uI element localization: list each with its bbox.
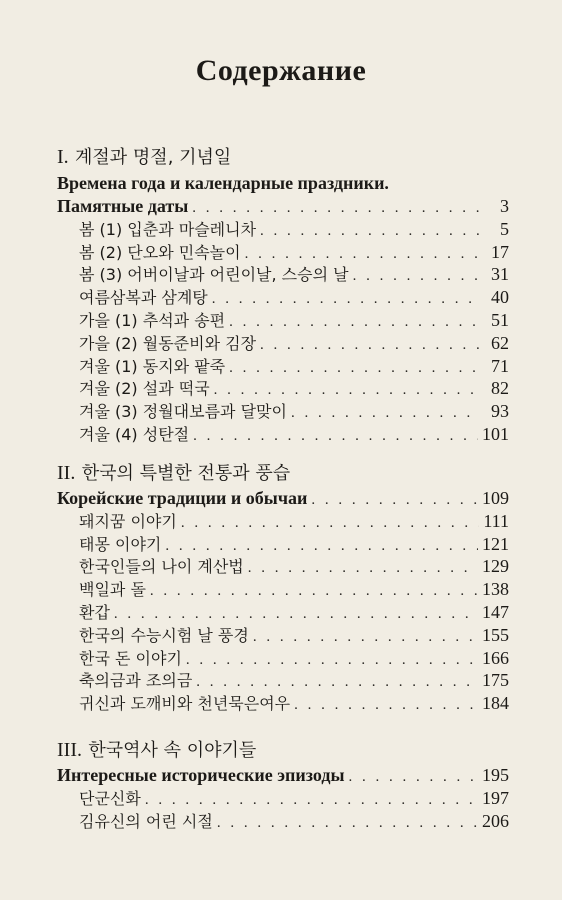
leader-dots [165,535,478,558]
entry-label: 가을 (2) 월동준비와 김장 [79,333,257,353]
entry-label: 가을 (1) 추석과 송편 [79,310,226,330]
page-title: Содержание [195,54,367,87]
leader-dots [181,512,480,535]
leader-dots [248,557,478,580]
entry-page: 31 [491,264,509,285]
entry-label: 봄 (2) 단오와 민속놀이 [79,242,241,262]
leader-dots [311,489,478,512]
entry-page: 62 [491,332,509,353]
toc-section-3 [57,737,509,832]
entry-label: 환갑 [79,602,110,622]
entry-label: 봄 (3) 어버이날과 어린이날, 스승의 날 [79,265,349,285]
leader-dots [353,265,481,288]
section-title-ko: 한국의 특별한 전통과 풍습 [81,463,291,484]
section-number: III. [57,739,82,761]
leader-dots [214,379,481,402]
leader-dots [212,288,481,311]
toc-entry[interactable] [57,787,509,810]
leader-dots [253,626,478,649]
section-title-ru: Времена года и календарные праздники. [57,173,389,193]
entry-label: Интересные исторические эпизоды [57,765,345,785]
toc-entry[interactable] [57,218,509,241]
entry-label: 단군신화 [79,788,141,808]
leader-dots [145,789,478,812]
leader-dots [291,402,481,425]
entry-list [57,218,509,446]
entry-page: 138 [482,579,509,600]
section-heading [57,144,509,168]
section-number: II. [57,462,76,484]
leader-dots [294,694,478,717]
entry-label: 귀신과 도깨비와 천년묵은여우 [79,694,291,714]
entry-page: 109 [482,488,509,508]
toc-entry[interactable] [57,764,509,787]
entry-page: 175 [482,670,509,691]
leader-dots [186,649,478,672]
section-number: I. [57,146,69,168]
entry-label: 돼지꿈 이야기 [79,511,177,531]
entry-list [57,510,509,715]
entry-page: 147 [482,601,509,622]
toc-entry[interactable] [57,355,509,378]
leader-dots [245,243,481,266]
section-title-ko: 계절과 명절, 기념일 [75,147,232,168]
toc-entry[interactable] [57,692,509,715]
entry-page: 3 [500,196,509,216]
entry-page: 195 [482,765,509,785]
entry-label: 봄 (1) 입춘과 마슬레니차 [79,219,257,239]
toc-entry[interactable] [57,400,509,423]
leader-dots [229,311,481,334]
entry-page: 71 [491,355,509,376]
toc-entry[interactable] [57,423,509,446]
entry-label: 태몽 이야기 [79,534,162,554]
entry-label: Памятные даты [57,196,189,216]
toc-entry[interactable] [57,578,509,601]
leader-dots [196,671,478,694]
entry-label: 축의금과 조의금 [79,671,193,691]
entry-label: 여름삼복과 삼계탕 [79,288,208,308]
toc-entry[interactable] [57,669,509,692]
leader-dots [260,334,481,357]
toc-section-1 [57,144,509,446]
section-heading [57,460,509,484]
leader-dots [150,580,478,603]
entry-page: 184 [482,693,509,714]
entry-page: 5 [500,218,509,239]
toc-entry[interactable] [57,647,509,670]
leader-dots [193,425,478,448]
toc-entry[interactable] [57,332,509,355]
entry-label: 백일과 돌 [79,580,146,600]
entry-label: Корейские традиции и обычаи [57,488,308,508]
entry-page: 166 [482,647,509,668]
toc-entry[interactable] [57,195,509,218]
entry-page: 121 [482,533,509,554]
leader-dots [192,197,481,220]
leader-dots [260,220,481,243]
entry-page: 155 [482,624,509,645]
toc-entry[interactable] [57,309,509,332]
entry-page: 51 [491,309,509,330]
entry-list [57,787,509,833]
toc-entry[interactable] [57,624,509,647]
entry-page: 82 [491,378,509,399]
section-heading [57,737,509,761]
leader-dots [114,603,478,626]
entry-label: 겨울 (1) 동지와 팥죽 [79,356,226,376]
entry-label: 겨울 (4) 성탄절 [79,424,190,444]
entry-label: 한국인들의 나이 계산법 [79,557,244,577]
toc-section-2 [57,460,509,715]
entry-page: 206 [482,810,509,831]
toc-entry[interactable] [57,810,509,833]
toc-entry[interactable] [57,555,509,578]
toc-entry[interactable] [57,487,509,510]
entry-page: 40 [491,287,509,308]
toc-entry[interactable] [57,377,509,400]
entry-label: 겨울 (3) 정월대보름과 달맞이 [79,402,287,422]
entry-page: 129 [482,556,509,577]
entry-label: 한국 돈 이야기 [79,648,182,668]
toc-entry[interactable] [57,533,509,556]
entry-page: 93 [491,401,509,422]
entry-page: 17 [491,241,509,262]
leader-dots [229,357,481,380]
leader-dots [349,766,478,789]
toc-entry[interactable] [57,263,509,286]
leader-dots [217,812,478,835]
toc-entry[interactable] [57,241,509,264]
entry-label: 겨울 (2) 설과 떡국 [79,379,210,399]
toc-entry[interactable] [57,510,509,533]
entry-label: 김유신의 어린 시절 [79,811,213,831]
entry-page: 101 [482,423,509,444]
section-title-ko: 한국역사 속 이야기들 [88,740,257,761]
entry-page: 197 [482,787,509,808]
toc-entry[interactable] [57,601,509,624]
entry-label: 한국의 수능시험 날 풍경 [79,625,249,645]
toc-entry[interactable] [57,286,509,309]
entry-page: 111 [483,510,509,531]
